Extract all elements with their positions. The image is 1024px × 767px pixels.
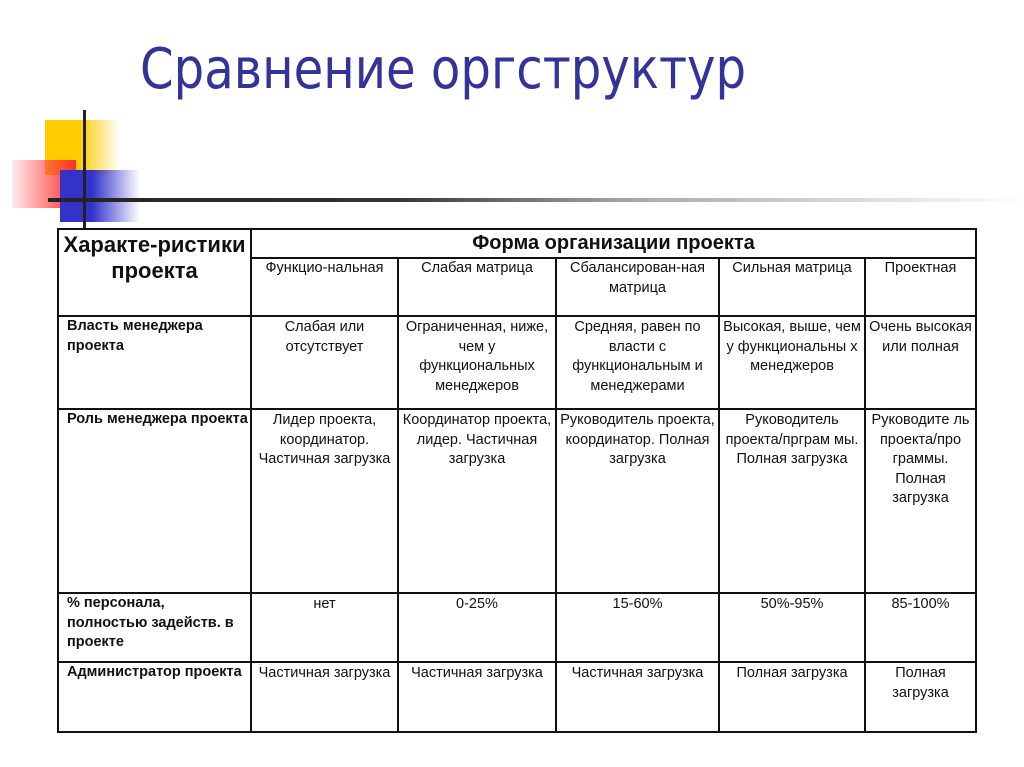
- table-row: [58, 409, 976, 593]
- slide-title: Сравнение оргструктур: [140, 37, 747, 102]
- horizontal-rule-decoration: [48, 198, 1024, 202]
- table-cell: нет: [251, 593, 398, 662]
- table-cell: 15-60%: [556, 593, 719, 662]
- table-cell: Руководитель проекта, координатор. Полная загрузка: [556, 409, 719, 593]
- table-row: [58, 593, 976, 662]
- table-cell: Руководитель проекта/прграм мы. Полная загрузка: [719, 409, 865, 593]
- row-label: Администратор проекта: [58, 662, 251, 732]
- column-header-balanced-matrix: Сбалансирован-ная матрица: [556, 258, 719, 316]
- comparison-table: [57, 228, 977, 733]
- table-cell: Частичная загрузка: [398, 662, 556, 732]
- table-cell: 50%-95%: [719, 593, 865, 662]
- table-cell: Очень высокая или полная: [865, 316, 976, 409]
- blue-square-decoration: [60, 170, 140, 222]
- table-cell: Слабая или отсутствует: [251, 316, 398, 409]
- table-cell: Полная загрузка: [719, 662, 865, 732]
- table-header-row: [58, 229, 976, 258]
- column-header-functional: Функцио-нальная: [251, 258, 398, 316]
- table-cell: Полная загрузка: [865, 662, 976, 732]
- table-cell: 85-100%: [865, 593, 976, 662]
- column-header-weak-matrix: Слабая матрица: [398, 258, 556, 316]
- decorative-logo: [0, 100, 200, 230]
- vertical-line-decoration: [83, 110, 86, 228]
- table-cell: Лидер проекта, координатор. Частичная загрузка: [251, 409, 398, 593]
- row-label: Роль менеджера проекта: [58, 409, 251, 593]
- table-cell: Координатор проекта, лидер. Частичная загрузка: [398, 409, 556, 593]
- column-header-strong-matrix: Сильная матрица: [719, 258, 865, 316]
- row-label: % персонала, полностью задейств. в проекте: [58, 593, 251, 662]
- table-cell: Высокая, выше, чем у функциональны х менеджеров: [719, 316, 865, 409]
- column-header-projectized: Проектная: [865, 258, 976, 316]
- table-cell: Руководите ль проекта/про граммы. Полная загрузка: [865, 409, 976, 593]
- table-cell: Частичная загрузка: [556, 662, 719, 732]
- table-row: [58, 316, 976, 409]
- row-label: Власть менеджера проекта: [58, 316, 251, 409]
- table-cell: Частичная загрузка: [251, 662, 398, 732]
- table-cell: Средняя, равен по власти с функциональным и менеджерами: [556, 316, 719, 409]
- corner-header: Характе-ристики проекта: [58, 229, 251, 316]
- group-header: Форма организации проекта: [251, 229, 976, 258]
- table-cell: Ограниченная, ниже, чем у функциональных менеджеров: [398, 316, 556, 409]
- table-cell: 0-25%: [398, 593, 556, 662]
- table-row: [58, 662, 976, 732]
